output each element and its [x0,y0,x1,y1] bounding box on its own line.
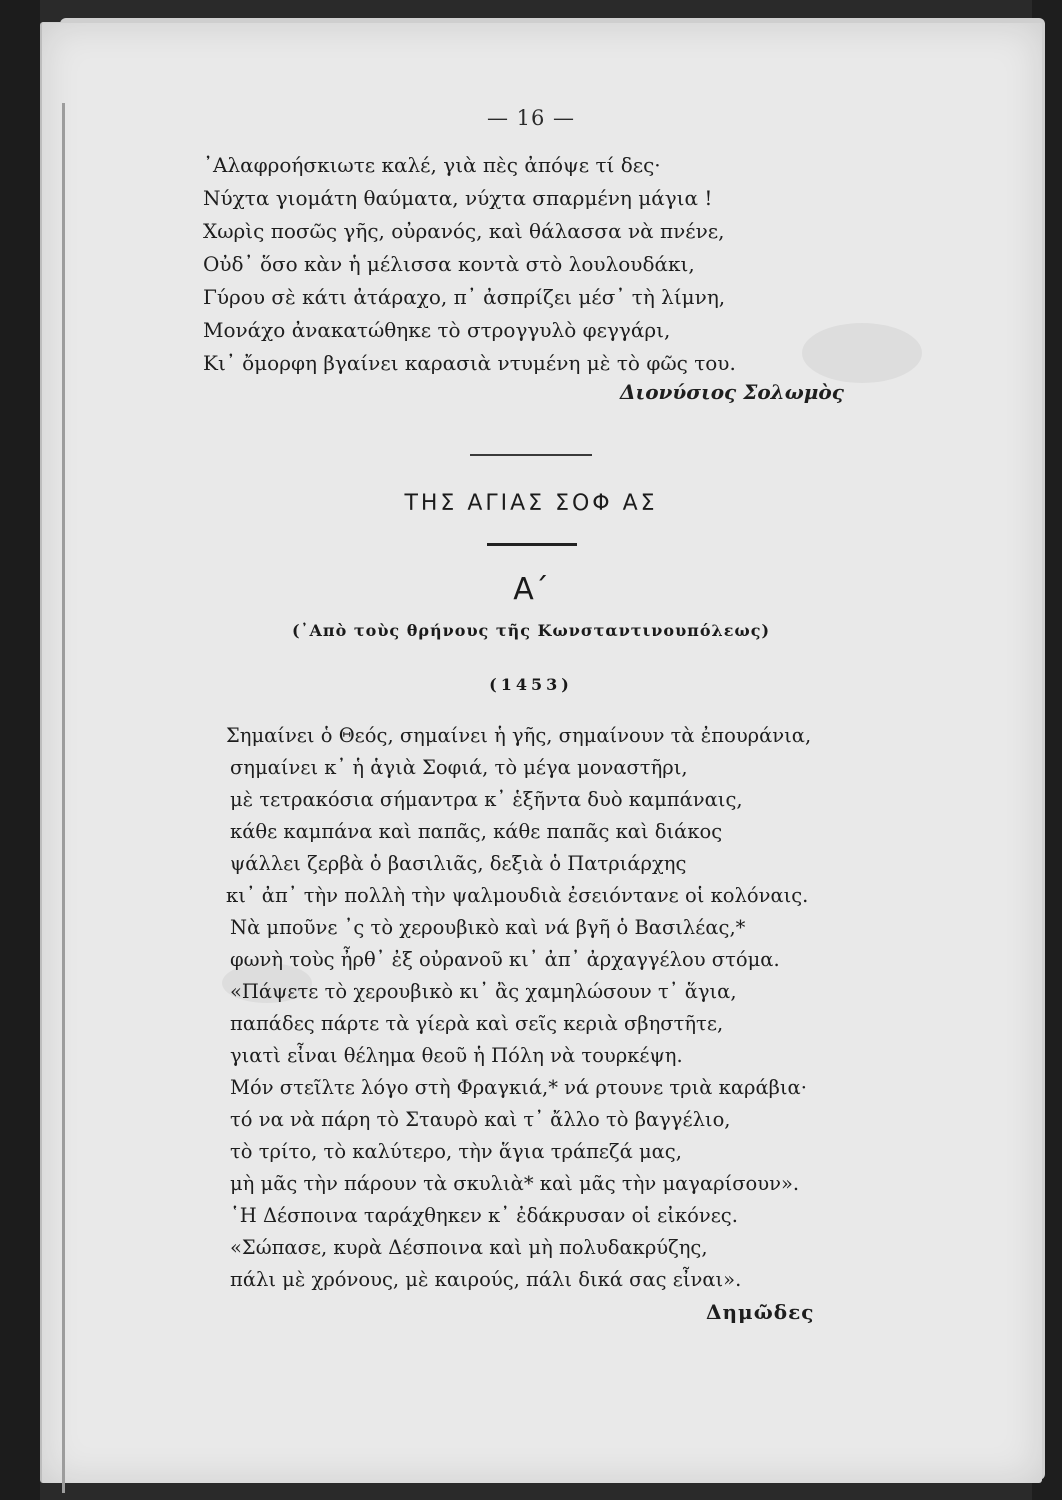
poem-number: Α΄ [513,572,549,607]
poem-solomos [203,149,736,380]
poem-year: (1453) [489,675,573,694]
poem-subtitle: (᾿Απὸ τοὺς θρήνους τῆς Κωνσταντινουπόλεως) [291,621,771,640]
verse-line: μὴ μᾶς τὴν πάρουν τὰ σκυλιὰ* καὶ μᾶς τὴν μαγαρίσουν». [230,1172,800,1195]
verse-line: τὸ τρίτο, τὸ καλύτερο, τὴν ἅγια τράπεζά μας, [230,1140,682,1163]
page-edge [62,103,65,1493]
verse-line: τό να νὰ πάρη τὸ Σταυρὸ καὶ τ᾿ ἄλλο τὸ βαγγέλιο, [230,1108,731,1131]
title-underline [487,543,577,546]
verse-line: ᾿Αλαφροήσκιωτε καλέ, γιὰ πὲς ἀπόψε τί δες· [203,153,661,177]
verse-line: πάλι μὲ χρόνους, μὲ καιρούς, πάλι δικά σας εἶναι». [230,1268,742,1291]
verse-line: φωνὴ τοὺς ἦρθ᾿ ἐξ οὐρανοῦ κι᾿ ἀπ᾿ ἀρχαγγέλου στόμα. [230,948,780,971]
verse-line: ῾Η Δέσποινα ταράχθηκεν κ᾿ ἐδάκρυσαν οἱ εἰκόνες. [230,1204,738,1227]
page-number: — 16 — [486,106,576,130]
verse-line: γιατὶ εἶναι θέλημα θεοῦ ἡ Πόλη νὰ τουρκέψη. [230,1044,683,1067]
verse-line: Κι᾿ ὄμορφη βγαίνει καρασιὰ ντυμένη μὲ τὸ φῶς του. [203,351,736,375]
verse-line: Μονάχο ἀνακατώθηκε τὸ στρογγυλὸ φεγγάρι, [203,318,671,342]
poem-agia-sofia [226,720,811,1296]
verse-line: Νὰ μποῦνε ᾿ς τὸ χερουβικὸ καὶ νά βγῆ ὁ Βασιλέας,* [230,916,746,939]
verse-line: κάθε καμπάνα καὶ παπᾶς, κάθε παπᾶς καὶ διάκος [230,820,723,843]
verse-line: Οὐδ᾿ ὅσο κὰν ἡ μέλισσα κοντὰ στὸ λουλουδάκι, [203,252,695,276]
verse-line: κι᾿ ἀπ᾿ τὴν πολλὴ τὴν ψαλμουδιὰ ἐσειόντανε οἱ κολόναις. [226,884,809,907]
verse-line: Χωρὶς ποσῶς γῆς, οὐρανός, καὶ θάλασσα νὰ πνένε, [203,219,725,243]
verse-line: Νύχτα γιομάτη θαύματα, νύχτα σπαρμένη μάγια ! [203,186,713,210]
verse-line: σημαίνει κ᾿ ἡ ἁγιὰ Σοφιά, τὸ μέγα μοναστῆρι, [230,756,688,779]
section-title: ΤΗΣ ΑΓΙΑΣ ΣΟΦ ΑΣ [404,491,658,516]
verse-line: Μόν στεῖλτε λόγο στὴ Φραγκιά,* νά ρτουνε τριὰ καράβια· [230,1076,807,1099]
verse-line: μὲ τετρακόσια σήμαντρα κ᾿ ἑξῆντα δυὸ καμπάναις, [230,788,743,811]
paper-stain [802,323,922,383]
section-divider [470,454,592,456]
poem-author: Διονύσιος Σολωμὸς [620,380,844,404]
verse-line: παπάδες πάρτε τὰ γίερὰ καὶ σεῖς κεριὰ σβηστῆτε, [230,1012,724,1035]
verse-line: Γύρου σὲ κάτι ἀτάραχο, π᾿ ἀσπρίζει μέσ᾿ τὴ λίμνη, [203,285,726,309]
verse-line: «Πάψετε τὸ χερουβικὸ κι᾿ ἂς χαμηλώσουν τ᾿ ἅγια, [230,980,737,1003]
verse-line: Σημαίνει ὁ Θεός, σημαίνει ἡ γῆς, σημαίνουν τὰ ἐπουράνια, [226,724,812,747]
verse-line: ψάλλει ζερβὰ ὁ βασιλιᾶς, δεξιὰ ὁ Πατριάρχης [230,852,687,875]
verse-line: «Σώπασε, κυρὰ Δέσποινα καὶ μὴ πολυδακρύζης, [230,1236,708,1259]
scan-backdrop-left [0,0,40,1500]
poem-author: Δημῶδες [706,1300,815,1324]
